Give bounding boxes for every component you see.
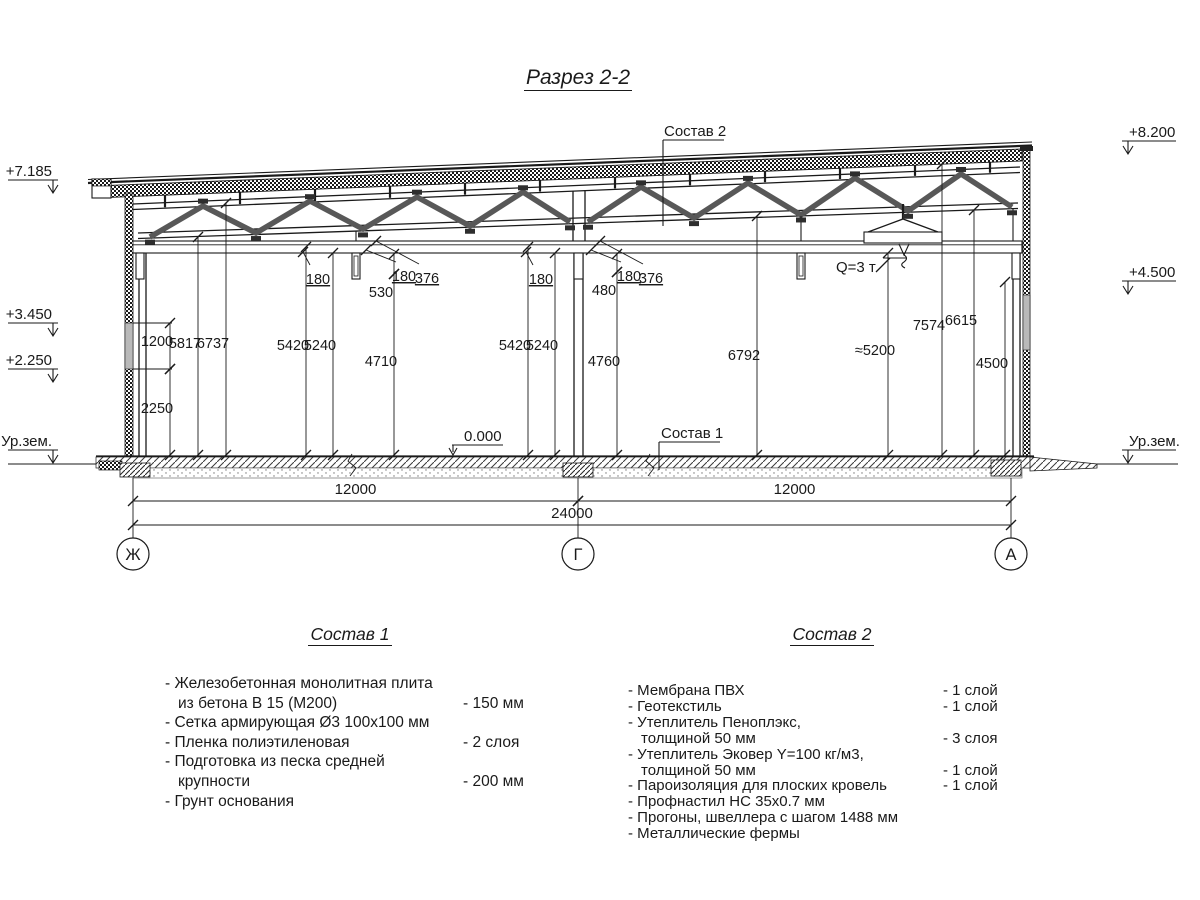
spec-item-text: - Геотекстиль	[628, 697, 722, 715]
truss-node-plate	[198, 199, 208, 204]
dim-label: 530	[368, 285, 394, 301]
spec-item-value: - 150 мм	[463, 694, 524, 712]
dim-label: 5240	[525, 338, 559, 354]
right-ramp	[1030, 457, 1097, 471]
dim-label: 2250	[140, 401, 174, 417]
drawing-title-text: Разрез 2-2	[525, 66, 631, 89]
dim-label: 5420	[276, 338, 310, 354]
spec-item-text: - Металлические фермы	[628, 825, 800, 843]
spec-item-value: - 3 слоя	[943, 729, 998, 747]
callout2-label: Состав 2	[664, 123, 727, 140]
spec-item-row	[165, 772, 545, 792]
spec-item-text: - Железобетонная монолитная плита	[165, 675, 433, 692]
spec-item-value: - 1 слой	[943, 697, 998, 715]
truss-node-plate	[565, 225, 575, 230]
spec1-list	[165, 674, 545, 811]
spec-item-text: - Утеплитель Эковер Y=100 кг/м3,	[628, 745, 864, 763]
dim-label: 180	[528, 272, 554, 288]
spec-item-row	[165, 733, 545, 753]
hoist-beam	[864, 232, 942, 243]
spec-item-text: - Прогоны, швеллера с шагом 1488 мм	[628, 809, 899, 827]
dim-label: 12000	[773, 481, 816, 498]
dim-label: 12000	[334, 481, 377, 498]
spec-item-value: - 200 мм	[463, 772, 524, 790]
elevation-label: Ур.зем.	[1129, 433, 1180, 450]
dim-label: 6792	[727, 348, 761, 364]
spec-item-row	[628, 826, 1018, 842]
spec-item-row	[628, 747, 1018, 763]
spec-item-text: толщиной 50 мм	[641, 761, 756, 779]
spec-item-row	[165, 713, 545, 733]
truss-node-plate	[465, 229, 475, 234]
dim-label: 4760	[587, 354, 621, 370]
dim-label: 180	[391, 269, 417, 285]
building-structure	[5, 140, 1178, 478]
truss-node-plate	[358, 232, 368, 237]
truss-node-plate	[956, 167, 966, 172]
truss-node-plate	[251, 236, 261, 241]
axis-label: Ж	[125, 546, 141, 564]
dim-label: 24000	[551, 505, 593, 522]
callout1-label: Состав 1	[661, 425, 724, 442]
crane-capacity-label: Q=3 т	[836, 259, 876, 276]
spec-item-row	[628, 715, 1018, 731]
spec2-list	[628, 683, 1018, 842]
spec2-title	[747, 624, 917, 645]
truss-node-plate	[743, 176, 753, 181]
dim-label: 376	[414, 271, 440, 287]
spec-item-row	[165, 694, 545, 714]
elevation-label: +8.200	[1129, 124, 1176, 141]
dim-label: 5240	[303, 338, 337, 354]
spec-item-text: толщиной 50 мм	[641, 729, 756, 747]
truss-node-plate	[583, 225, 593, 230]
elevation-label: +3.450	[5, 306, 52, 323]
dim-label: 376	[638, 271, 664, 287]
beam-hanger-stubs	[136, 253, 1020, 279]
foundation-pad-middle	[563, 463, 593, 477]
hoist-frame	[868, 219, 938, 232]
dim-label: ≈5200	[854, 343, 896, 359]
truss-node-plate	[636, 180, 646, 185]
dim-label: 180	[305, 272, 331, 288]
roof-left-fascia-cap	[92, 179, 111, 186]
spec-item-row	[628, 794, 1018, 810]
dim-label: 6615	[944, 313, 978, 329]
spec-item-row	[628, 778, 1018, 794]
elevation-label: Ур.зем.	[1, 433, 52, 450]
truss-node-plate	[796, 217, 806, 222]
dim-label: 480	[591, 283, 617, 299]
spec-item-text: - Утеплитель Пеноплэкс,	[628, 713, 801, 731]
dim-label: 6737	[196, 336, 230, 352]
spec-item-value: - 1 слой	[943, 682, 998, 699]
dim-label: 1200	[140, 334, 174, 350]
spec2-title-text: Состав 2	[790, 624, 875, 646]
axis-label: Г	[573, 546, 583, 564]
truss-node-plate	[689, 221, 699, 226]
left-apron	[99, 461, 122, 470]
spec-item-text: - Грунт основания	[165, 792, 294, 810]
truss-node-plate	[145, 240, 155, 245]
hoist-hook	[902, 255, 907, 268]
leader-line	[526, 252, 533, 265]
left-wall-window	[125, 323, 133, 369]
spec-item-value: - 2 слоя	[463, 733, 520, 751]
spec-item-row	[628, 763, 1018, 779]
spec-item-text: - Подготовка из песка средней	[165, 753, 385, 771]
spec-item-text: - Профнастил НС 35х0.7 мм	[628, 793, 825, 811]
dim-label: 5420	[498, 338, 532, 354]
spec-item-row	[628, 731, 1018, 747]
spec-item-row	[628, 810, 1018, 826]
spec-item-text: - Сетка армирующая Ø3 100х100 мм	[165, 714, 430, 732]
truss-bottom-chord	[138, 203, 1018, 233]
dim-label: 180	[616, 269, 642, 285]
leader-line	[303, 252, 310, 265]
elevation-label: +2.250	[5, 352, 52, 369]
elevation-label: +4.500	[1129, 264, 1176, 281]
dim-label: 4710	[364, 354, 398, 370]
right-parapet-cap	[1020, 146, 1033, 151]
spec-item-text: крупности	[178, 772, 251, 790]
foundation-pad-right	[991, 460, 1021, 476]
truss-node-plate	[850, 171, 860, 176]
spec-item-text: - Пароизоляция для плоских кровель	[628, 777, 887, 795]
truss-node-plate	[903, 214, 913, 219]
elevation-label: +7.185	[5, 163, 52, 180]
truss-node-plate	[412, 190, 422, 195]
spec-item-value: - 1 слой	[943, 777, 998, 795]
dim-label: 5817	[168, 336, 202, 352]
axis-label: А	[1005, 546, 1017, 564]
spec-item-row	[165, 752, 545, 772]
spec-item-row	[165, 792, 545, 812]
spec-item-value: - 1 слой	[943, 761, 998, 779]
truss-node-plate	[1007, 210, 1017, 215]
spec1-title-text: Состав 1	[308, 624, 393, 646]
spec-item-text: - Мембрана ПВХ	[628, 682, 745, 699]
spec-item-text: - Пленка полиэтиленовая	[165, 733, 350, 751]
dim-label: 7574	[912, 318, 946, 334]
spec-item-text: из бетона В 15 (М200)	[178, 694, 338, 712]
spec-item-row	[165, 674, 545, 694]
truss-node-plate	[518, 185, 528, 190]
foundation-pad-left	[120, 463, 150, 477]
zero-level-label: 0.000	[464, 428, 502, 445]
truss-node-plate	[305, 194, 315, 199]
right-wall-window	[1023, 295, 1030, 350]
spec-item-row	[628, 683, 1018, 699]
spec1-title	[265, 624, 435, 645]
dim-label: 4500	[975, 356, 1009, 372]
spec-item-row	[628, 699, 1018, 715]
